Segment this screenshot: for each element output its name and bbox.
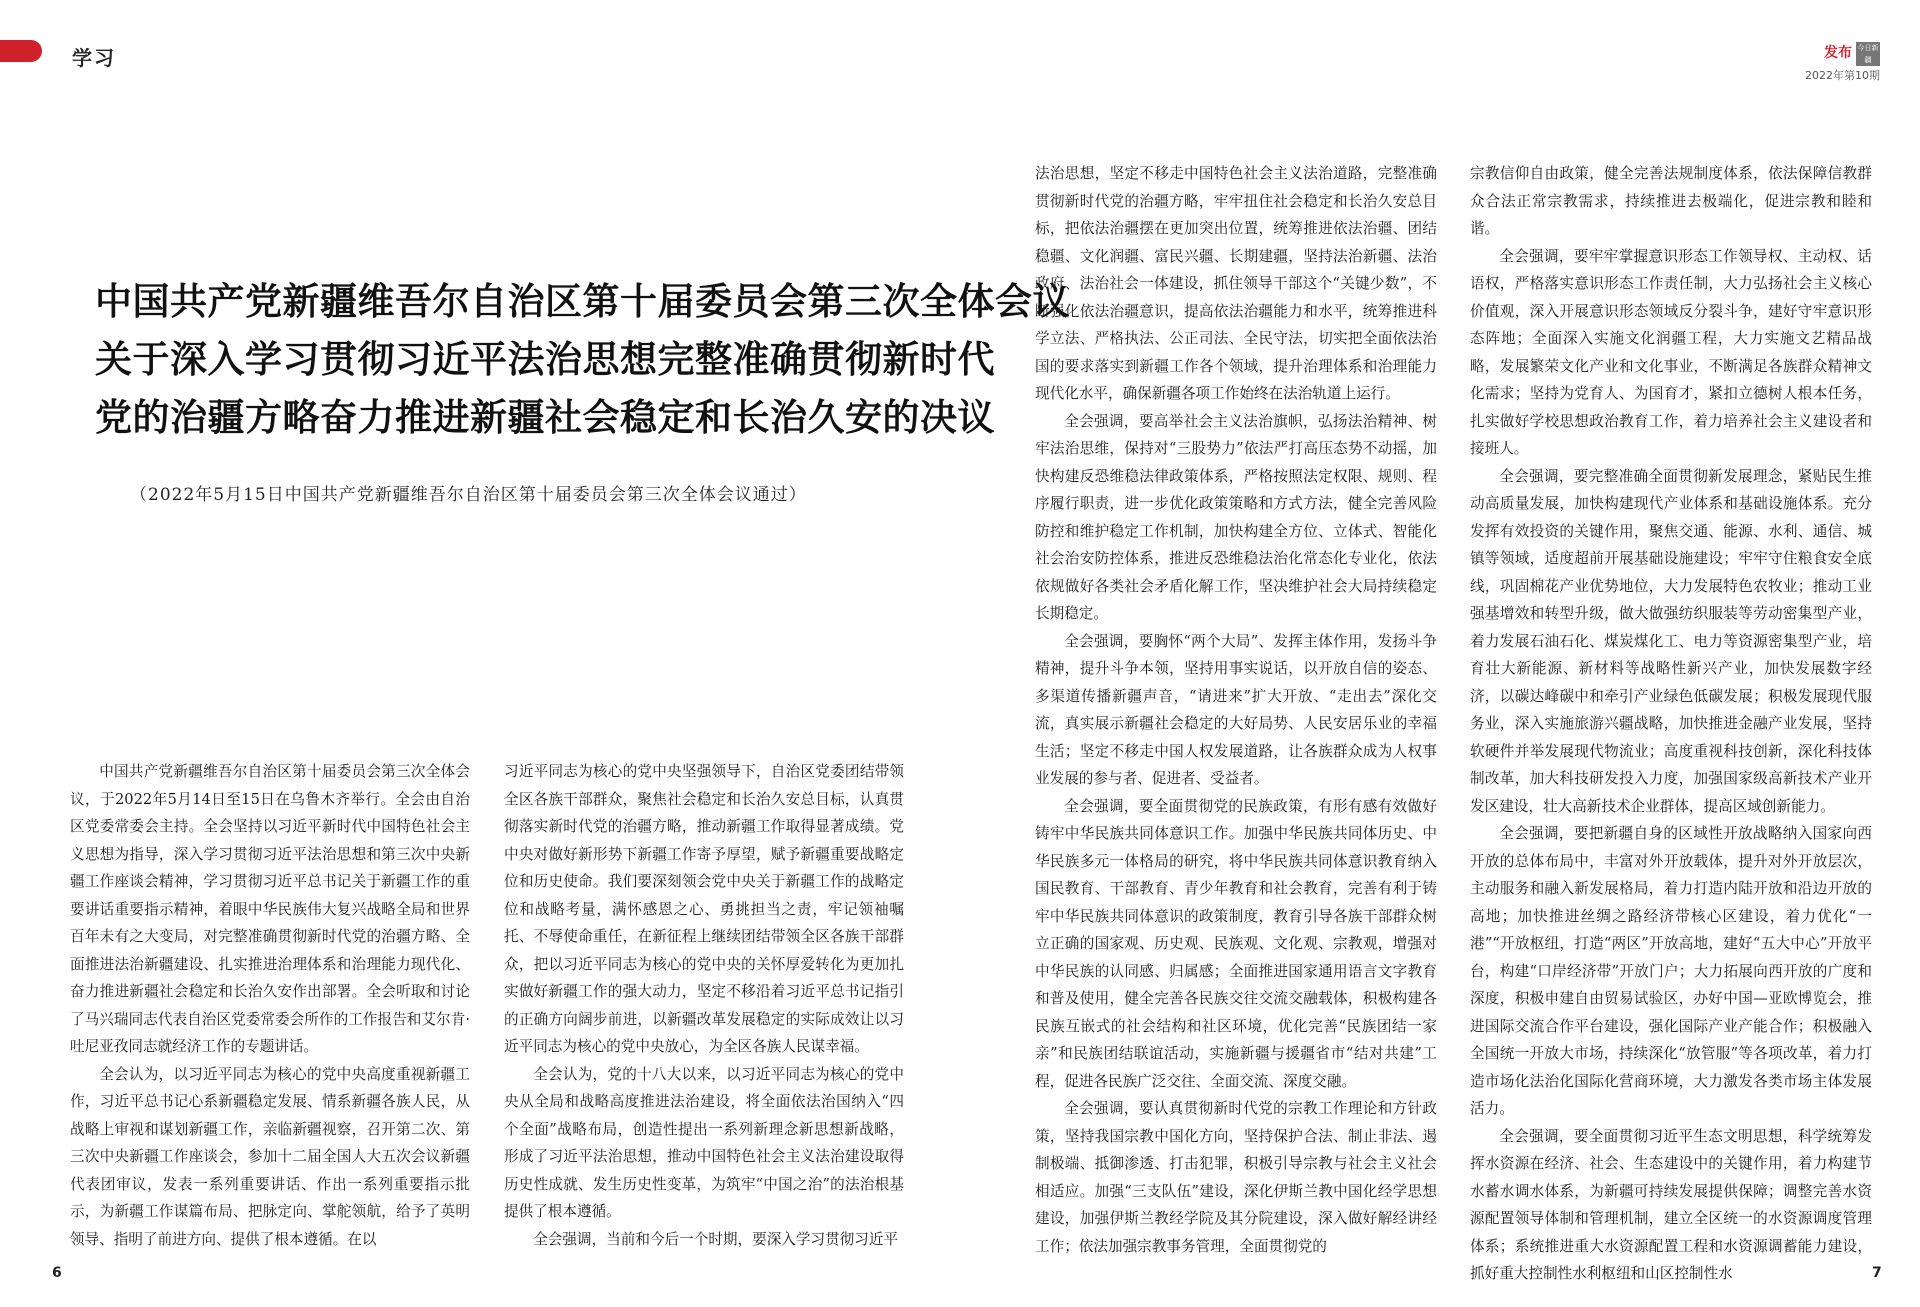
paragraph: 中国共产党新疆维吾尔自治区第十届委员会第三次全体会议，于2022年5月14日至15日在乌鲁木齐举行。全会由自治区党委常委会主持。全会坚持以习近平新时代中国特色社会主义思想为指导，深入学习贯彻习近平法治思想和第三次中央新疆工作座谈会精神，学习贯彻习近平总书记关于新疆工作的重要讲话重要指示精神，着眼中华民族伟大复兴战略全局和世界百年未有之大变局，对完整准确贯彻新时代党的治疆方略、全面推进法治新疆建设、扎实推进治理体系和治理能力现代化、奋力推进新疆社会稳定和长治久安作出部署。全会听取和讨论了马兴瑞同志代表自治区党委常委会所作的工作报告和艾尔肯·吐尼亚孜同志就经济工作的专题讲话。 [70,763,470,1055]
title-line-1: 中国共产党新疆维吾尔自治区第十届委员会第三次全体会议 [95,279,1070,323]
section-label: 学习 [72,46,116,70]
paragraph: 全会认为，党的十八大以来，以习近平同志为核心的党中央从全局和战略高度推进法治建设，将全面依法治国纳入“四个全面”战略布局，创造性提出一系列新理念新思想新战略，形成了习近平法治思想，推动中国特色社会主义法治建设取得历史性成就、发生历史性变革，为筑牢“中国之治”的法治根基提供了根本遵循。 [504,1065,904,1220]
section-tab-marker [0,40,42,62]
issue-label: 2022年第10期 [1805,69,1880,82]
title-line-3: 党的治疆方略奋力推进新疆社会稳定和长治久安的决议 [95,395,995,439]
page-number-right: 7 [1872,1265,1882,1281]
text-column-left-2 [504,758,904,1253]
text-column-left-1 [70,758,470,1253]
magazine-header [1805,42,1880,83]
article-title [95,272,1070,446]
text-column-right-2 [1470,160,1872,1288]
paragraph: 全会强调，要完整准确全面贯彻新发展理念，紧贴民生推动高质量发展，加快构建现代产业体系和基础设施体系。充分发挥有效投资的关键作用，聚焦交通、能源、水利、通信、城镇等领域，适度超前开展基础设施建设；牢牢守住粮食安全底线，巩固棉花产业优势地位，大力发展特色农牧业；推动工业强基增效和转型升级，做大做强纺织服装等劳动密集型产业，着力发展石油石化、煤炭煤化工、电力等资源密集型产业，培育壮大新能源、新材料等战略性新兴产业，加快发展数字经济，以碳达峰碳中和牵引产业绿色低碳发展；积极发展现代服务业，深入实施旅游兴疆战略，加快推进金融产业发展，坚持软硬件并举发展现代物流业；高度重视科技创新，深化科技体制改革，加大科技研发投入力度，加强国家级高新技术产业开发区建设，壮大高新技术企业群体，提高区域创新能力。 [1470,467,1872,815]
paragraph: 全会强调，要牢牢掌握意识形态工作领导权、主动权、话语权，严格落实意识形态工作责任制，大力弘扬社会主义核心价值观，深入开展意识形态领域反分裂斗争，建好守牢意识形态阵地；全面深入实施文化润疆工程，大力实施文艺精品战略，发展繁荣文化产业和文化事业，不断满足各族群众精神文化需求；坚持为党育人、为国育才，紧扣立德树人根本任务，扎实做好学校思想政治教育工作，着力培养社会主义建设者和接班人。 [1470,247,1872,457]
paragraph: 全会认为，以习近平同志为核心的党中央高度重视新疆工作，习近平总书记心系新疆稳定发展、情系新疆各族人民，从战略上审视和谋划新疆工作，亲临新疆视察，召开第二次、第三次中央新疆工作座谈会，参加十二届全国人大五次会议新疆代表团审议，发表一系列重要讲话、作出一系列重要指示批示，为新疆工作谋篇布局、把脉定向、掌舵领航，给予了英明领导、指明了前进方向、提供了根本遵循。在以 [70,1065,470,1248]
paragraph: 全会强调，要全面贯彻党的民族政策，有形有感有效做好铸牢中华民族共同体意识工作。加强中华民族共同体历史、中华民族多元一体格局的研究，将中华民族共同体意识教育纳入国民教育、干部教育、青少年教育和社会教育，完善有利于铸牢中华民族共同体意识的政策制度，教育引导各族干部群众树立正确的国家观、历史观、民族观、文化观、宗教观，增强对中华民族的认同感、归属感；全面推进国家通用语言文字教育和普及使用，健全完善各民族交往交流交融载体，积极构建各民族互嵌式的社会结构和社区环境，优化完善“民族团结一家亲”和民族团结联谊活动，实施新疆与援疆省市“结对共建”工程，促进各民族广泛交往、全面交流、深度交融。 [1035,797,1437,1090]
brand-logo: 今日新疆 [1857,44,1879,64]
paragraph: 宗教信仰自由政策，健全完善法规制度体系，依法保障信教群众合法正常宗教需求，持续推进去极端化，促进宗教和睦和谐。 [1470,165,1872,237]
paragraph: 全会强调，要认真贯彻新时代党的宗教工作理论和方针政策，坚持我国宗教中国化方向，坚持保护合法、制止非法、遏制极端、抵御渗透、打击犯罪，积极引导宗教与社会主义社会相适应。加强“三支队伍”建设，深化伊斯兰教中国化经学思想建设，加强伊斯兰教经学院及其分院建设，深入做好解经讲经工作；依法加强宗教事务管理，全面贯彻党的 [1035,1100,1437,1255]
paragraph: 全会强调，要全面贯彻习近平生态文明思想，科学统筹发挥水资源在经济、社会、生态建设中的关键作用，着力构建节水蓄水调水体系，为新疆可持续发展提供保障；调整完善水资源配置领导体制和管理机制，建立全区统一的水资源调度管理体系；系统推进重大水资源配置工程和水资源调蓄能力建设，抓好重大控制性水利枢纽和山区控制性水 [1470,1127,1872,1282]
paragraph: 全会强调，当前和今后一个时期，要深入学习贯彻习近平 [533,1230,899,1248]
paragraph: 习近平同志为核心的党中央坚强领导下，自治区党委团结带领全区各族干部群众，聚焦社会稳定和长治久安总目标，认真贯彻落实新时代党的治疆方略，推动新疆工作取得显著成绩。党中央对做好新形势下新疆工作寄予厚望，赋予新疆重要战略定位和历史使命。我们要深刻领会党中央关于新疆工作的战略定位和战略考量，满怀感恩之心、勇挑担当之责，牢记领袖嘱托、不辱使命重任，在新征程上继续团结带领全区各族干部群众，把以习近平同志为核心的党中央的关怀厚爱转化为更加扎实做好新疆工作的强大动力，坚定不移沿着习近平总书记指引的正确方向阔步前进，以新疆改革发展稳定的实际成效让以习近平同志为核心的党中央放心，为全区各族人民谋幸福。 [504,763,904,1055]
brand-label: 发布 [1824,45,1852,61]
text-column-right-1 [1035,160,1437,1260]
paragraph: 法治思想，坚定不移走中国特色社会主义法治道路，完整准确贯彻新时代党的治疆方略，牢牢扭住社会稳定和长治久安总目标，把依法治疆摆在更加突出位置，统筹推进依法治疆、团结稳疆、文化润疆、富民兴疆、长期建疆，坚持法治新疆、法治政府、法治社会一体建设，抓住领导干部这个“关键少数”，不断强化依法治疆意识，提高依法治疆能力和水平，统筹推进科学立法、严格执法、公正司法、全民守法，切实把全面依法治国的要求落实到新疆工作各个领域，提升治理体系和治理能力现代化水平，确保新疆各项工作始终在法治轨道上运行。 [1035,165,1437,402]
paragraph: 全会强调，要胸怀“两个大局”、发挥主体作用，发扬斗争精神，提升斗争本领，坚持用事实说话，以开放自信的姿态、多渠道传播新疆声音，“请进来”扩大开放、“走出去”深化交流，真实展示新疆社会稳定的大好局势、人民安居乐业的幸福生活；坚定不移走中国人权发展道路，让各族群众成为人权事业发展的参与者、促进者、受益者。 [1035,632,1437,787]
paragraph: 全会强调，要高举社会主义法治旗帜，弘扬法治精神、树牢法治思维，保持对“三股势力”依法严打高压态势不动摇，加快构建反恐维稳法律政策体系，严格按照法定权限、规则、程序履行职责，进一步优化政策策略和方式方法，健全完善风险防控和维护稳定工作机制，加快构建全方位、立体式、智能化社会治安防控体系，推进反恐维稳法治化常态化专业化，依法依规做好各类社会矛盾化解工作，坚决维护社会大局持续稳定长期稳定。 [1035,412,1437,622]
title-line-2: 关于深入学习贯彻习近平法治思想完整准确贯彻新时代 [95,337,995,381]
page-number-left: 6 [52,1265,62,1281]
article-subtitle: （2022年5月15日中国共产党新疆维吾尔自治区第十届委员会第三次全体会议通过） [130,485,807,505]
paragraph: 全会强调，要把新疆自身的区域性开放战略纳入国家向西开放的总体布局中，丰富对外开放载体，提升对外开放层次，主动服务和融入新发展格局，着力打造内陆开放和沿边开放的高地；加快推进丝绸之路经济带核心区建设，着力优化“一港”“开放枢纽，打造“两区”开放高地，建好“五大中心”开放平台，构建“口岸经济带”开放门户；大力拓展向西开放的广度和深度，积极申建自由贸易试验区，办好中国—亚欧博览会，推进国际交流合作平台建设，强化国际产业产能合作；积极融入全国统一开放大市场，持续深化“放管服”等各项改革，着力打造市场化法治化国际化营商环境，大力激发各类市场主体发展活力。 [1470,825,1872,1117]
